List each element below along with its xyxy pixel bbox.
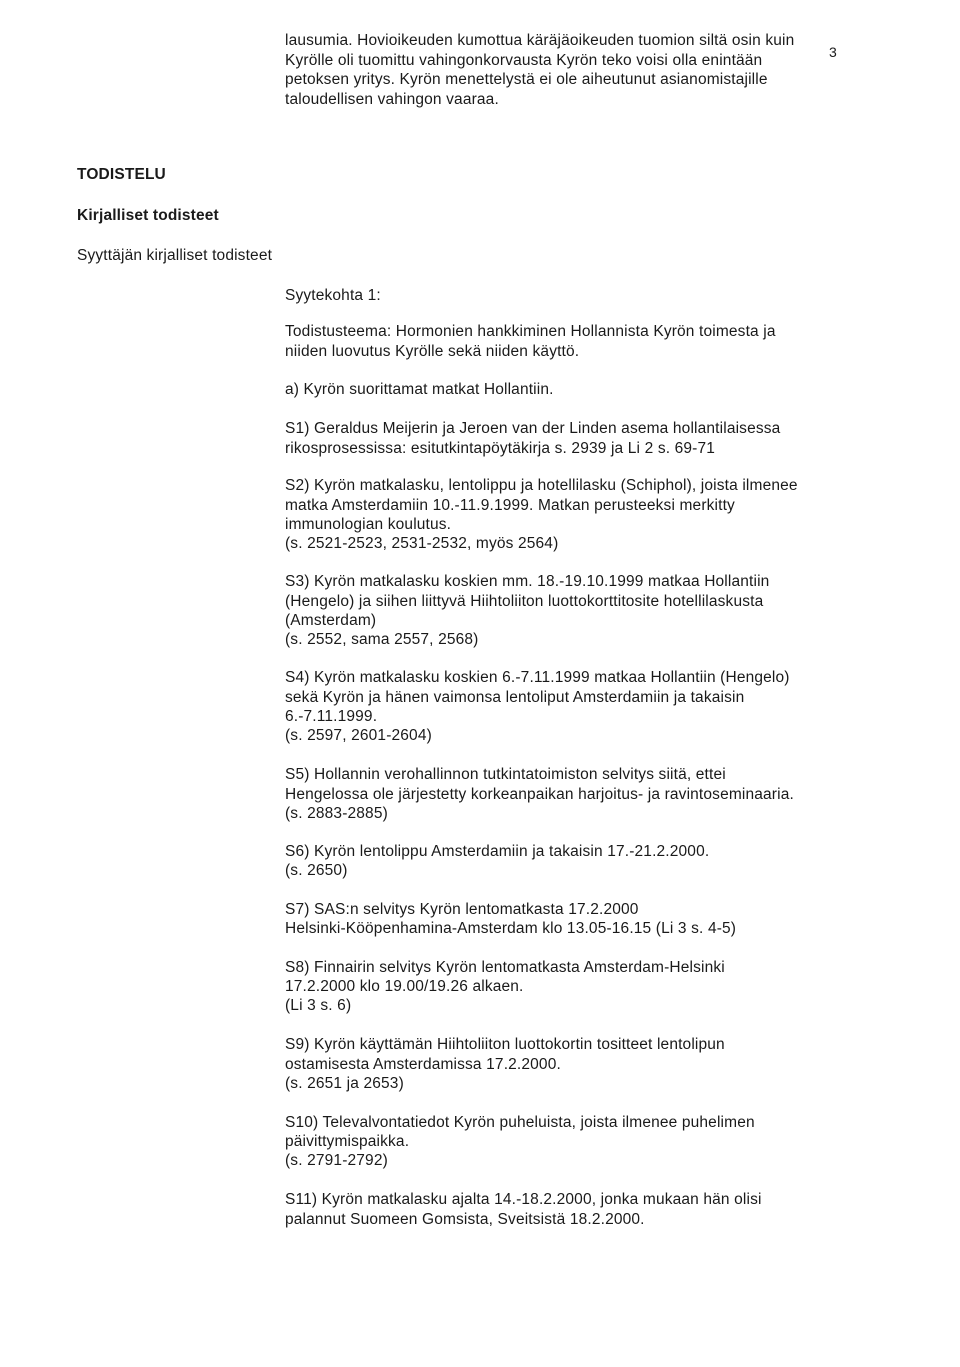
evidence-line: (s. 2791-2792) xyxy=(285,1152,388,1169)
evidence-line: palannut Suomeen Gomsista, Sveitsistä 18.2.2000. xyxy=(285,1211,645,1228)
evidence-line: (Amsterdam) xyxy=(285,612,377,629)
evidence-line: (s. 2597, 2601-2604) xyxy=(285,727,432,744)
intro-line: Kyrölle oli tuomittu vahingonkorvausta Kyrön teko voisi olla enintään xyxy=(285,52,763,69)
evidence-line: S7) SAS:n selvitys Kyrön lentomatkasta 17.2.2000 xyxy=(285,901,639,918)
evidence-line: Hengelossa ole järjestetty korkeanpaikan harjoitus- ja ravintoseminaaria. xyxy=(285,786,794,803)
evidence-line: (s. 2521-2523, 2531-2532, myös 2564) xyxy=(285,535,559,552)
evidence-line: (s. 2650) xyxy=(285,862,348,879)
evidence-line: S1) Geraldus Meijerin ja Jeroen van der Linden asema hollantilaisessa xyxy=(285,420,781,437)
evidence-line: S2) Kyrön matkalasku, lentolippu ja hotellilasku (Schiphol), joista ilmenee xyxy=(285,477,798,494)
evidence-line: S6) Kyrön lentolippu Amsterdamiin ja takaisin 17.-21.2.2000. xyxy=(285,843,710,860)
evidence-line: S4) Kyrön matkalasku koskien 6.-7.11.1999 matkaa Hollantiin (Hengelo) xyxy=(285,669,790,686)
evidence-line: sekä Kyrön ja hänen vaimonsa lentoliput Amsterdamiin ja takaisin xyxy=(285,689,745,706)
evidence-line: päivittymispaikka. xyxy=(285,1133,410,1150)
evidence-line: matka Amsterdamiin 10.-11.9.1999. Matkan perusteeksi merkitty xyxy=(285,497,735,514)
theme-line: Todistusteema: Hormonien hankkiminen Hollannista Kyrön toimesta ja xyxy=(285,323,776,340)
evidence-line: (Li 3 s. 6) xyxy=(285,997,352,1014)
evidence-line: (s. 2552, sama 2557, 2568) xyxy=(285,631,479,648)
evidence-line: Helsinki-Kööpenhamina-Amsterdam klo 13.05-16.15 (Li 3 s. 4-5) xyxy=(285,920,737,937)
subpoint-a: a) Kyrön suorittamat matkat Hollantiin. xyxy=(285,381,554,398)
evidence-line: (s. 2651 ja 2653) xyxy=(285,1075,404,1092)
evidence-line: S11) Kyrön matkalasku ajalta 14.-18.2.2000, jonka mukaan hän olisi xyxy=(285,1191,762,1208)
evidence-line: ostamisesta Amsterdamissa 17.2.2000. xyxy=(285,1056,561,1073)
charge-heading: Syytekohta 1: xyxy=(285,287,381,304)
evidence-line: S3) Kyrön matkalasku koskien mm. 18.-19.10.1999 matkaa Hollantiin xyxy=(285,573,770,590)
page-number: 3 xyxy=(829,44,837,60)
subsection-heading: Kirjalliset todisteet xyxy=(77,207,219,224)
section-heading: TODISTELU xyxy=(77,166,166,183)
evidence-line: S10) Televalvontatiedot Kyrön puheluista, joista ilmenee puhelimen xyxy=(285,1114,755,1131)
evidence-line: (s. 2883-2885) xyxy=(285,805,388,822)
intro-line: taloudellisen vahingon vaaraa. xyxy=(285,91,499,108)
evidence-line: rikosprosessissa: esitutkintapöytäkirja s. 2939 ja Li 2 s. 69-71 xyxy=(285,440,716,457)
intro-line: lausumia. Hovioikeuden kumottua käräjäoikeuden tuomion siltä osin kuin xyxy=(285,32,795,49)
theme-line: niiden luovutus Kyrölle sekä niiden käyttö. xyxy=(285,343,580,360)
evidence-line: S5) Hollannin verohallinnon tutkintatoimiston selvitys siitä, ettei xyxy=(285,766,726,783)
evidence-line: S9) Kyrön käyttämän Hiihtoliiton luottokortin tositteet lentolipun xyxy=(285,1036,725,1053)
evidence-line: 6.-7.11.1999. xyxy=(285,708,378,725)
evidence-line: 17.2.2000 klo 19.00/19.26 alkaen. xyxy=(285,978,524,995)
subsubsection-heading: Syyttäjän kirjalliset todisteet xyxy=(77,247,273,264)
evidence-line: S8) Finnairin selvitys Kyrön lentomatkasta Amsterdam-Helsinki xyxy=(285,959,725,976)
intro-line: petoksen yritys. Kyrön menettelystä ei ole aiheutunut asianomistajille xyxy=(285,71,768,88)
evidence-line: (Hengelo) ja siihen liittyvä Hiihtoliiton luottokorttitosite hotellilaskusta xyxy=(285,593,764,610)
evidence-line: immunologian koulutus. xyxy=(285,516,452,533)
